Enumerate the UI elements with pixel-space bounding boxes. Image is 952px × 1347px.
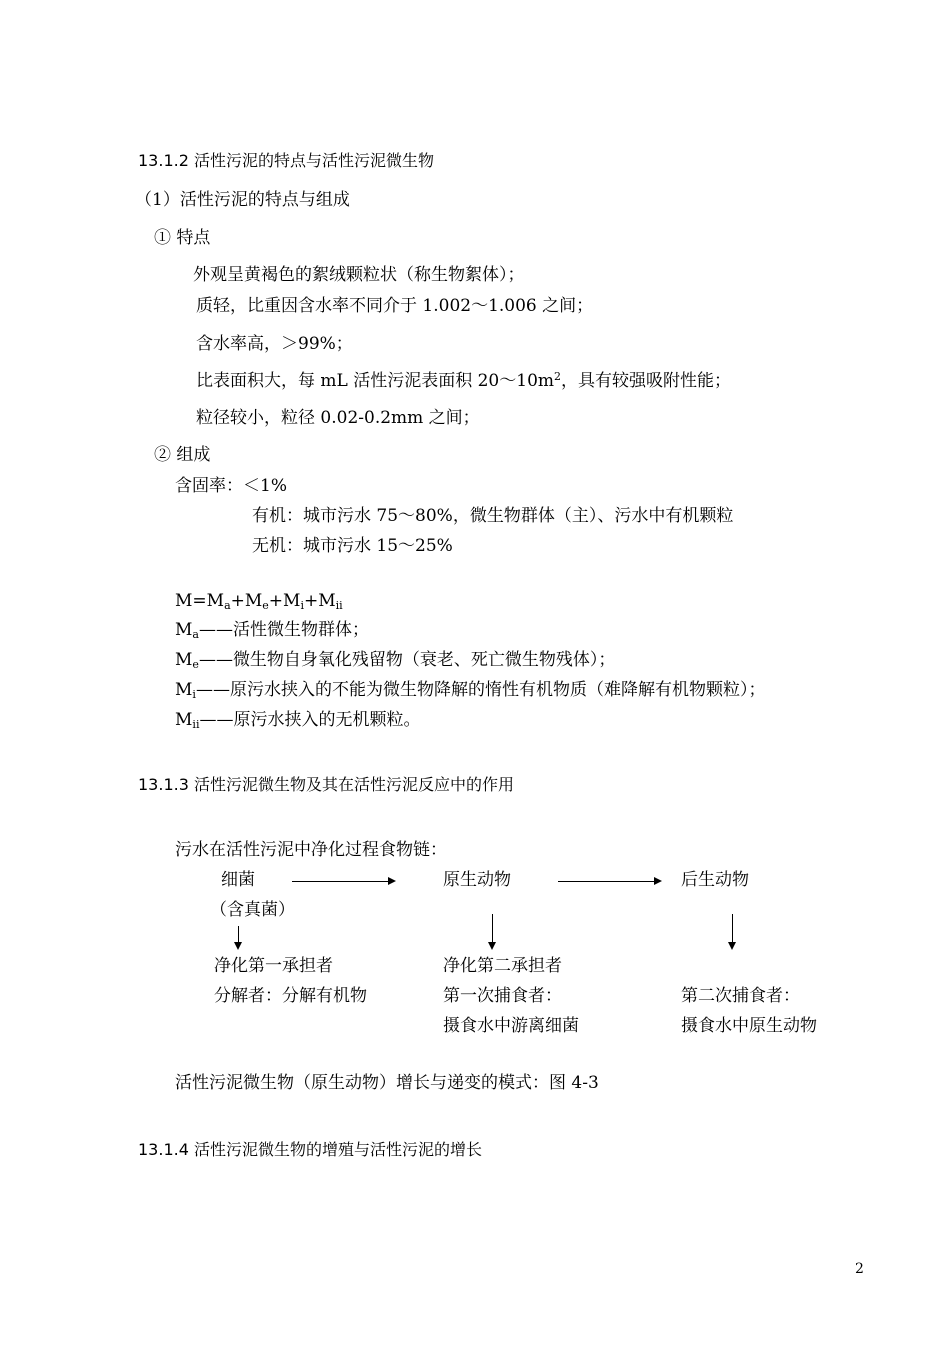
composition-title: ② 组成 [154,445,211,465]
arrow-protozoa-to-metazoa [558,881,660,882]
def-me: $M_e——$微生物自身氧化残留物（衰老、死亡微生物残体）； [175,650,616,671]
solids-content: 含固率：＜1% [175,476,287,496]
role-protozoa-2: 第一次捕食者： [443,986,562,1006]
node-protozoa: 原生动物 [443,870,511,890]
role-protozoa-1: 净化第二承担者 [443,956,562,976]
feature-line-4: 比表面积大，每 mL 活性污泥表面积 $20\sim 10m^2$，具有较强吸附性能； [196,370,732,391]
node-bacteria: 细菌 [221,870,255,890]
arrow-down-protozoa [492,914,493,948]
feature-line-3: 含水率高，＞99%； [196,334,353,354]
def-mi: $M_i——$原污水挟入的不能为微生物降解的惰性有机物质（难降解有机物颗粒）； [175,680,766,701]
inorganic-content: 无机：城市污水 15～25% [252,536,453,556]
page-number: 2 [855,1261,864,1277]
feature-line-5: 粒径较小，粒径 0.02-0.2mm 之间； [196,408,480,428]
role-protozoa-3: 摄食水中游离细菌 [443,1016,579,1036]
def-ma: $M_a——$活性微生物群体； [175,620,369,641]
role-metazoa-1: 第二次捕食者： [681,986,800,1006]
arrow-down-metazoa [732,914,733,948]
organic-content: 有机：城市污水 75～80%，微生物群体（主）、污水中有机颗粒 [252,506,734,526]
role-bacteria-1: 净化第一承担者 [214,956,333,976]
node-metazoa: 后生动物 [681,870,749,890]
figure-reference: 活性污泥微生物（原生动物）增长与递变的模式：图 4-3 [175,1073,599,1093]
formula: $M=M_a+M_e+M_i+M_{ii}$ [175,591,343,612]
arrow-down-bacteria [238,926,239,948]
section-heading-13-1-3: 13.1.3 活性污泥微生物及其在活性污泥反应中的作用 [138,775,514,794]
feature-line-2: 质轻，比重因含水率不同介于 1.002～1.006 之间； [196,296,594,316]
section-heading-13-1-4: 13.1.4 活性污泥微生物的增殖与活性污泥的增长 [138,1140,482,1159]
subsection-heading: （1）活性污泥的特点与组成 [135,190,350,210]
role-metazoa-2: 摄食水中原生动物 [681,1016,817,1036]
food-chain-intro: 污水在活性污泥中净化过程食物链： [175,840,447,860]
section-heading-13-1-2: 13.1.2 活性污泥的特点与活性污泥微生物 [138,151,434,170]
feature-line-1: 外观呈黄褐色的絮绒颗粒状（称生物絮体）； [193,265,525,285]
role-bacteria-2: 分解者：分解有机物 [214,986,367,1006]
arrow-bacteria-to-protozoa [292,881,394,882]
node-bacteria-note: （含真菌） [210,900,295,920]
features-title: ① 特点 [154,228,211,248]
def-mii: $M_{ii}——$原污水挟入的无机颗粒。 [175,710,421,731]
